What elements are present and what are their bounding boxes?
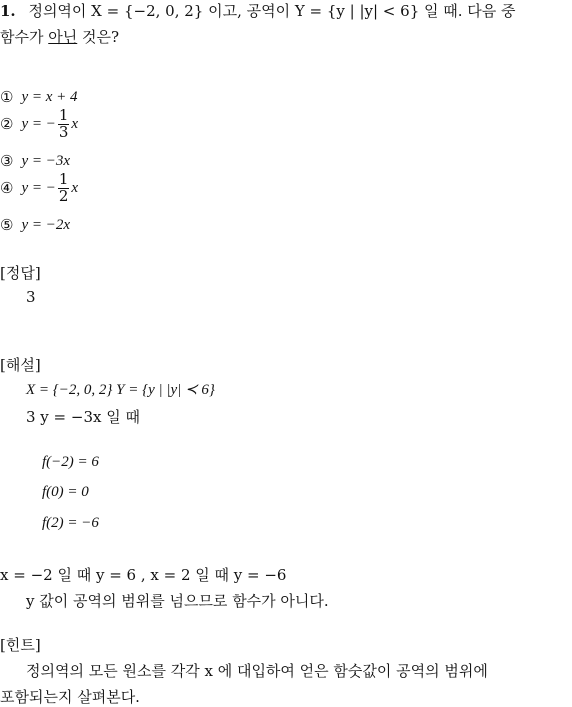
hint-header: [힌트] — [0, 636, 41, 654]
option-marker: ③ — [0, 152, 14, 170]
answer-value: 3 — [26, 288, 36, 306]
option-expression: y = −3x — [21, 152, 71, 169]
option-expression: y = x + 4 — [21, 88, 78, 105]
option-expression-pre: y = − — [21, 115, 56, 132]
option-expression-post: x — [71, 115, 79, 132]
fraction-denominator: 3 — [58, 122, 69, 141]
option-marker: ② — [0, 115, 14, 134]
question-text-line-2-post: 것은? — [77, 28, 120, 46]
hint-line-2: 포함되는지 살펴본다. — [0, 688, 140, 706]
option-1 — [0, 88, 78, 106]
fraction-denominator: 2 — [58, 186, 69, 205]
option-3 — [0, 152, 70, 170]
fraction — [58, 108, 70, 141]
explanation-header: [해설] — [0, 356, 41, 374]
option-2 — [0, 108, 78, 141]
option-5 — [0, 216, 70, 234]
option-expression: y = −2x — [21, 216, 71, 233]
answer-header: [정답] — [0, 264, 41, 282]
fraction-numerator: 1 — [58, 170, 69, 188]
option-expression-pre: y = − — [21, 179, 56, 196]
option-marker: ① — [0, 88, 14, 106]
explanation-equation-1: f(−2) = 6 — [42, 454, 99, 470]
question-number: 1. — [0, 2, 16, 20]
explanation-line-2: 3 y = −3x 일 때 — [26, 408, 140, 426]
question-text-line-2-pre: 함수가 — [0, 28, 49, 46]
question-line-2 — [0, 26, 119, 47]
question-text-underlined: 아닌 — [48, 28, 78, 46]
question-line-1 — [0, 0, 516, 21]
option-marker: ④ — [0, 179, 14, 198]
question-text-line-1: 정의역이 X = {−2, 0, 2} 이고, 공역이 Y = {y | |y| < 6} 일 때. 다음 중 — [28, 2, 516, 20]
option-expression-post: x — [71, 179, 79, 196]
explanation-equation-3: f(2) = −6 — [42, 515, 99, 531]
explanation-equation-2: f(0) = 0 — [42, 484, 89, 500]
fraction — [58, 172, 70, 205]
hint-line-1: 정의역의 모든 원소를 각각 x 에 대입하여 얻은 함숫값이 공역의 범위에 — [26, 662, 488, 680]
explanation-line-1: X = {−2, 0, 2} Y = {y | |y| ≺ 6} — [26, 382, 215, 398]
option-marker: ⑤ — [0, 216, 14, 234]
explanation-line-4: y 값이 공역의 범위를 넘으므로 함수가 아니다. — [26, 592, 329, 610]
explanation-line-3: x = −2 일 때 y = 6 , x = 2 일 때 y = −6 — [0, 566, 287, 584]
fraction-numerator: 1 — [58, 106, 69, 124]
option-4 — [0, 172, 78, 205]
